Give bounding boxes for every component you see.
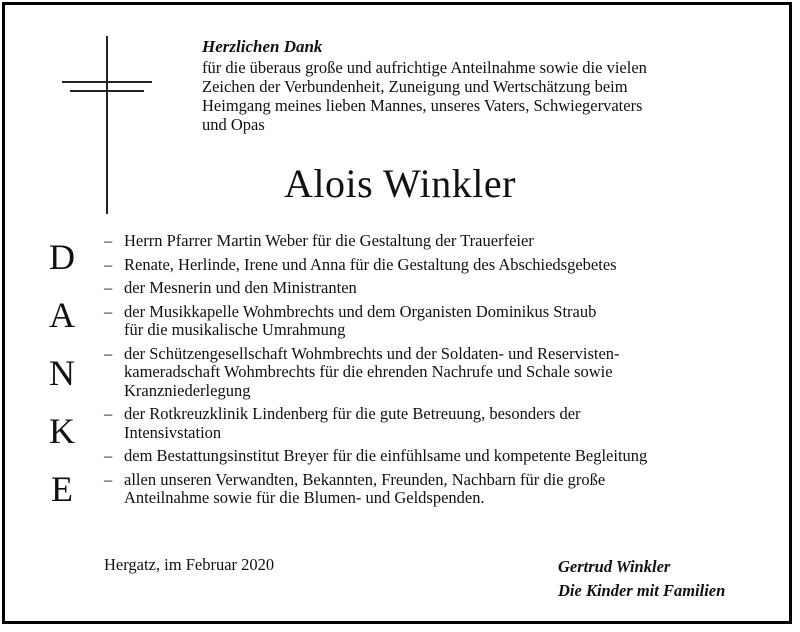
item-line: Intensivstation <box>124 422 222 442</box>
item-line: allen unseren Verwandten, Bekannten, Freunden, Nachbarn für die große <box>124 469 606 489</box>
list-item <box>104 232 784 251</box>
dash: – <box>104 278 113 297</box>
intro-line: und Opas <box>202 115 265 134</box>
place-date: Hergatz, im Februar 2020 <box>104 555 275 574</box>
list-item <box>104 447 784 466</box>
signature-block <box>558 555 725 603</box>
item-line: der Mesnerin und den Ministranten <box>124 278 357 297</box>
item-line: Kranzniederlegung <box>124 380 251 400</box>
signature-line: Gertrud Winkler <box>558 557 671 576</box>
list-item <box>104 405 784 442</box>
intro-block <box>202 36 762 134</box>
list-item <box>104 303 784 340</box>
danke-letter: N <box>49 353 75 393</box>
item-line: dem Bestattungsinstitut Breyer für die einfühlsame und kompetente Begleitung <box>124 446 648 465</box>
dash: – <box>104 446 113 465</box>
list-item <box>104 471 784 508</box>
dash: – <box>104 469 113 489</box>
intro-line: Zeichen der Verbundenheit, Zuneigung und Wertschätzung beim <box>202 77 628 96</box>
deceased-name: Alois Winkler <box>284 161 516 206</box>
danke-letter: E <box>51 469 73 509</box>
intro-line: Heimgang meines lieben Mannes, unseres Vaters, Schwiegervaters <box>202 96 643 115</box>
danke-letter: D <box>49 237 75 277</box>
item-line: für die musikalische Umrahmung <box>124 320 346 339</box>
item-line: der Schützengesellschaft Wohmbrechts und der Soldaten- und Reservisten- <box>124 343 620 363</box>
dash: – <box>104 254 113 274</box>
list-item <box>104 256 784 275</box>
dash: – <box>104 404 113 423</box>
dash: – <box>104 343 113 363</box>
item-line: Renate, Herlinde, Irene und Anna für die Gestaltung des Abschiedsgebetes <box>124 254 617 274</box>
danke-vertical <box>38 228 86 518</box>
dash: – <box>104 231 113 250</box>
item-line: der Rotkreuzklinik Lindenberg für die gute Betreuung, besonders der <box>124 404 581 423</box>
intro-line: für die überaus große und aufrichtige Anteilnahme sowie die vielen <box>202 58 647 77</box>
danke-letter: K <box>49 411 75 451</box>
thanks-list <box>104 232 784 513</box>
signature-line: Die Kinder mit Familien <box>558 581 726 600</box>
dash: – <box>104 301 113 321</box>
item-line: Anteilnahme sowie für die Blumen- und Geldspenden. <box>124 488 485 507</box>
item-line: Herrn Pfarrer Martin Weber für die Gestaltung der Trauerfeier <box>124 231 534 250</box>
item-line: der Musikkapelle Wohmbrechts und dem Organisten Dominikus Straub <box>124 301 597 321</box>
item-line: kameradschaft Wohmbrechts für die ehrenden Nachrufe und Schale sowie <box>124 362 613 381</box>
intro-title: Herzlichen Dank <box>202 37 323 56</box>
list-item <box>104 279 784 298</box>
list-item <box>104 345 784 401</box>
danke-letter: A <box>49 295 75 335</box>
